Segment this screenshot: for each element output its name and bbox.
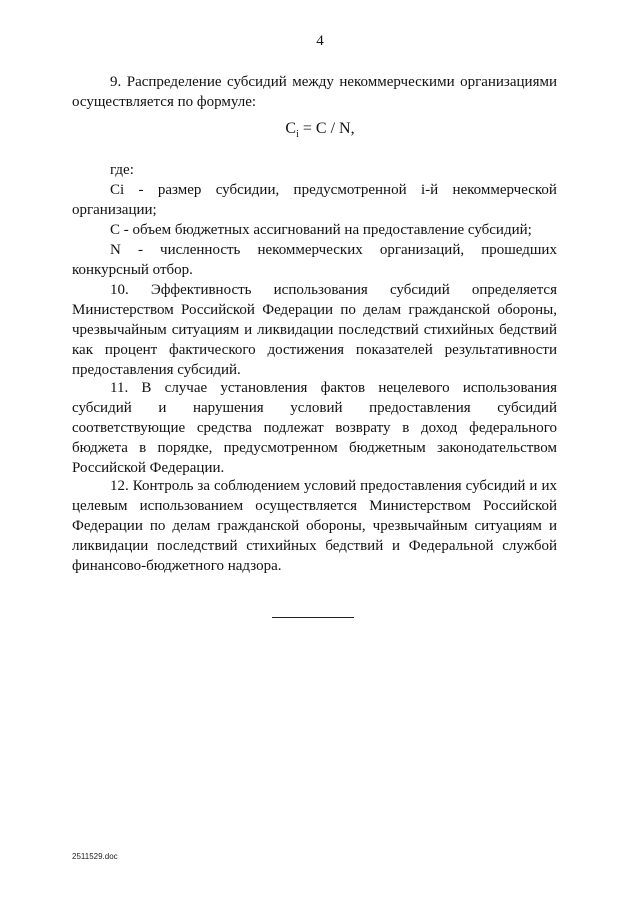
formula: [0, 120, 640, 140]
page-number: 4: [316, 33, 324, 49]
ci-word: предусмотренной: [293, 182, 407, 198]
n-word: некоммерческих: [257, 242, 363, 258]
c-definition: С - объем бюджетных ассигнований на предоставление субсидий;: [110, 222, 532, 238]
formula-subscript: i: [296, 129, 299, 141]
n-word: численность: [160, 242, 241, 258]
paragraph-12: 12. Контроль за соблюдением условий предоставления субсидий и их целевым использованием осуществляется Министерством Российской Федерации по делам гражданской обороны, чрезвычайным ситуациям и ликвидации последствий стихийных бедствий и Федеральной службой финансово-бюджетного надзора.: [72, 478, 557, 574]
separator-line: [272, 617, 354, 618]
paragraph-11: 11. В случае установления фактов нецелевого использования субсидий и нарушения условий предоставления субсидий соответствующие средства подлежат возврату в доход федерального бюджета в порядке, предусмотренном бюджетным законодательством Российской Федерации.: [72, 380, 557, 476]
n-word: организаций,: [379, 242, 465, 258]
ci-word: размер: [157, 182, 202, 198]
n-word: прошедших: [481, 242, 557, 258]
ci-word: некоммерческой: [452, 182, 557, 198]
n-definition-cont: конкурсный отбор.: [72, 262, 193, 278]
paragraph-9: 9. Распределение субсидий между некоммерческими организациями осуществляется по формуле:: [72, 74, 557, 110]
ci-word: -: [138, 182, 144, 198]
formula-rhs: = C / N,: [298, 120, 355, 137]
where-label: где:: [110, 162, 134, 178]
n-definition-line: [110, 240, 557, 260]
ci-word: субсидии,: [215, 182, 280, 198]
paragraph-10: 10. Эффективность использования субсидий определяется Министерством Российской Федерации по делам гражданской обороны, чрезвычайным ситуациям и ликвидации последствий стихийных бедствий как процент фактического достижения показателей результативности предоставления субсидий.: [72, 282, 557, 378]
ci-definition-cont: организации;: [72, 202, 157, 218]
n-word: -: [137, 242, 143, 258]
ci-word: i-й: [420, 182, 439, 198]
file-name-footer: 2511529.doc: [72, 852, 118, 861]
ci-word: Ci: [110, 182, 125, 198]
n-word: N: [110, 242, 121, 258]
ci-definition-line: [110, 180, 557, 200]
formula-lhs: C: [285, 120, 297, 137]
